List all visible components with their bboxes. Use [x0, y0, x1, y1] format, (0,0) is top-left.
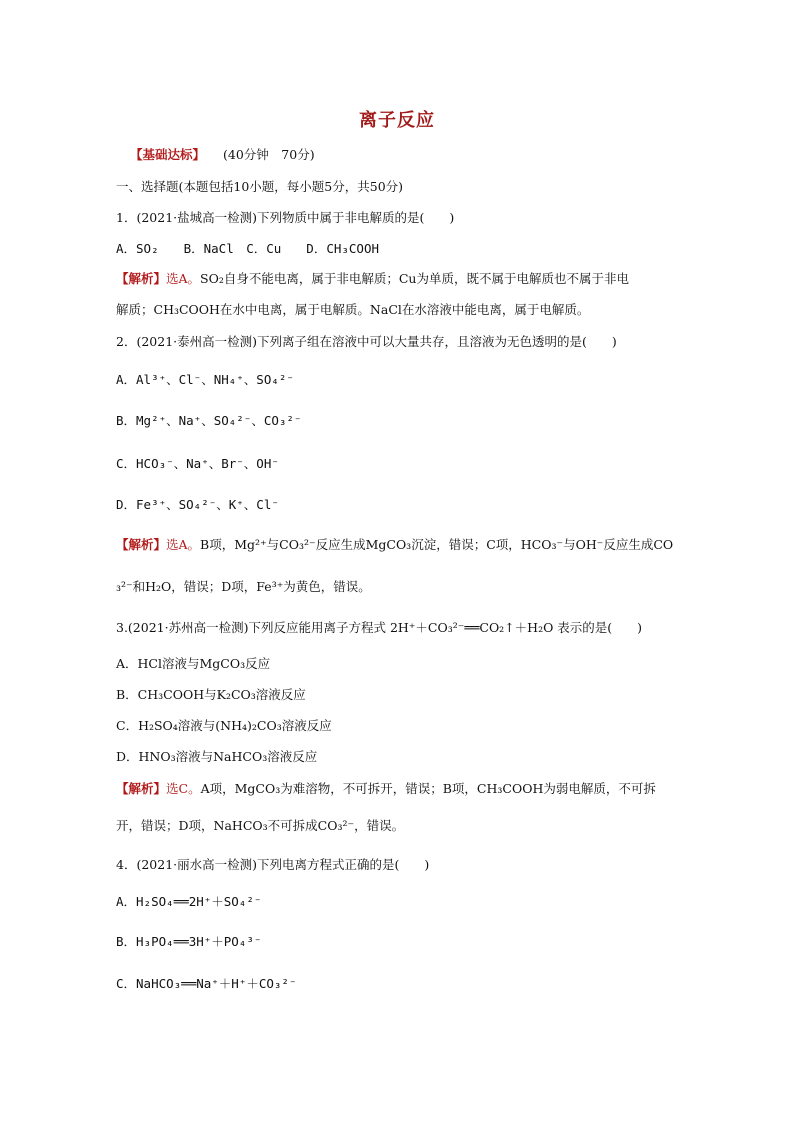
page-title: 离子反应 [359, 110, 435, 131]
answer-choice: 选C。 [166, 781, 201, 796]
section-header [130, 146, 700, 164]
section-title: 一、选择题(本题包括10小题，每小题5分，共50分) [116, 179, 404, 194]
question-3-explanation-line-1 [116, 780, 686, 798]
question-4-stem: 4．(2021·丽水高一检测)下列电离方程式正确的是( ) [116, 857, 430, 872]
question-4-option-c: C．NaHCO₃══Na⁺＋H⁺＋CO₃²⁻ [116, 976, 297, 991]
question-3-option-b: B．CH₃COOH与K₂CO₃溶液反应 [116, 687, 306, 702]
question-3-stem: 3.(2021·苏州高一检测)下列反应能用离子方程式 2H⁺＋CO₃²⁻══CO₂↑＋H₂O 表示的是( ) [116, 620, 643, 635]
question-4-option-b: B．H₃PO₄══3H⁺＋PO₄³⁻ [116, 934, 262, 949]
explanation-text: B项，Mg²⁺与CO₃²⁻反应生成MgCO₃沉淀，错误；C项，HCO₃⁻与OH⁻反应生成CO [200, 537, 674, 552]
question-2-explanation-line-1 [116, 536, 686, 554]
question-1-explanation-line-1 [116, 270, 686, 288]
question-1-stem: 1．(2021·盐城高一检测)下列物质中属于非电解质的是( ) [116, 210, 455, 225]
explanation-text: SO₂自身不能电离，属于非电解质；Cu为单质，既不属于电解质也不属于非电 [200, 271, 629, 286]
question-3-option-a: A．HCl溶液与MgCO₃反应 [116, 656, 271, 671]
analysis-tag: 【解析】 [116, 537, 167, 552]
analysis-tag: 【解析】 [116, 781, 167, 796]
question-3-option-d: D．HNO₃溶液与NaHCO₃溶液反应 [116, 749, 318, 764]
question-2-option-a: A．Al³⁺、Cl⁻、NH₄⁺、SO₄²⁻ [116, 372, 294, 387]
answer-choice: 选A。 [166, 537, 201, 552]
header-label: 【基础达标】 [130, 147, 206, 162]
question-1-explanation-line-2: 解质；CH₃COOH在水中电离，属于电解质。NaCl在水溶液中能电离，属于电解质。 [116, 302, 590, 317]
explanation-text: A项，MgCO₃为难溶物，不可拆开，错误；B项，CH₃COOH为弱电解质，不可拆 [200, 781, 656, 796]
question-2-option-b: B．Mg²⁺、Na⁺、SO₄²⁻、CO₃²⁻ [116, 413, 302, 428]
header-time: (40分钟 70分) [223, 147, 315, 162]
question-3-explanation-line-2: 开，错误；D项，NaHCO₃不可拆成CO₃²⁻，错误。 [116, 818, 405, 833]
question-4-option-a: A．H₂SO₄══2H⁺＋SO₄²⁻ [116, 894, 262, 909]
question-2-option-c: C．HCO₃⁻、Na⁺、Br⁻、OH⁻ [116, 456, 279, 471]
question-3-option-c: C．H₂SO₄溶液与(NH₄)₂CO₃溶液反应 [116, 718, 332, 733]
question-2-explanation-line-2: ₃²⁻和H₂O，错误；D项，Fe³⁺为黄色，错误。 [116, 579, 371, 594]
question-1-options: A．SO₂ B．NaCl C．Cu D．CH₃COOH [116, 241, 380, 256]
analysis-tag: 【解析】 [116, 271, 167, 286]
answer-choice: 选A。 [166, 271, 201, 286]
question-2-stem: 2．(2021·泰州高一检测)下列离子组在溶液中可以大量共存，且溶液为无色透明的是( ) [116, 334, 617, 349]
question-2-option-d: D．Fe³⁺、SO₄²⁻、K⁺、Cl⁻ [116, 497, 279, 512]
